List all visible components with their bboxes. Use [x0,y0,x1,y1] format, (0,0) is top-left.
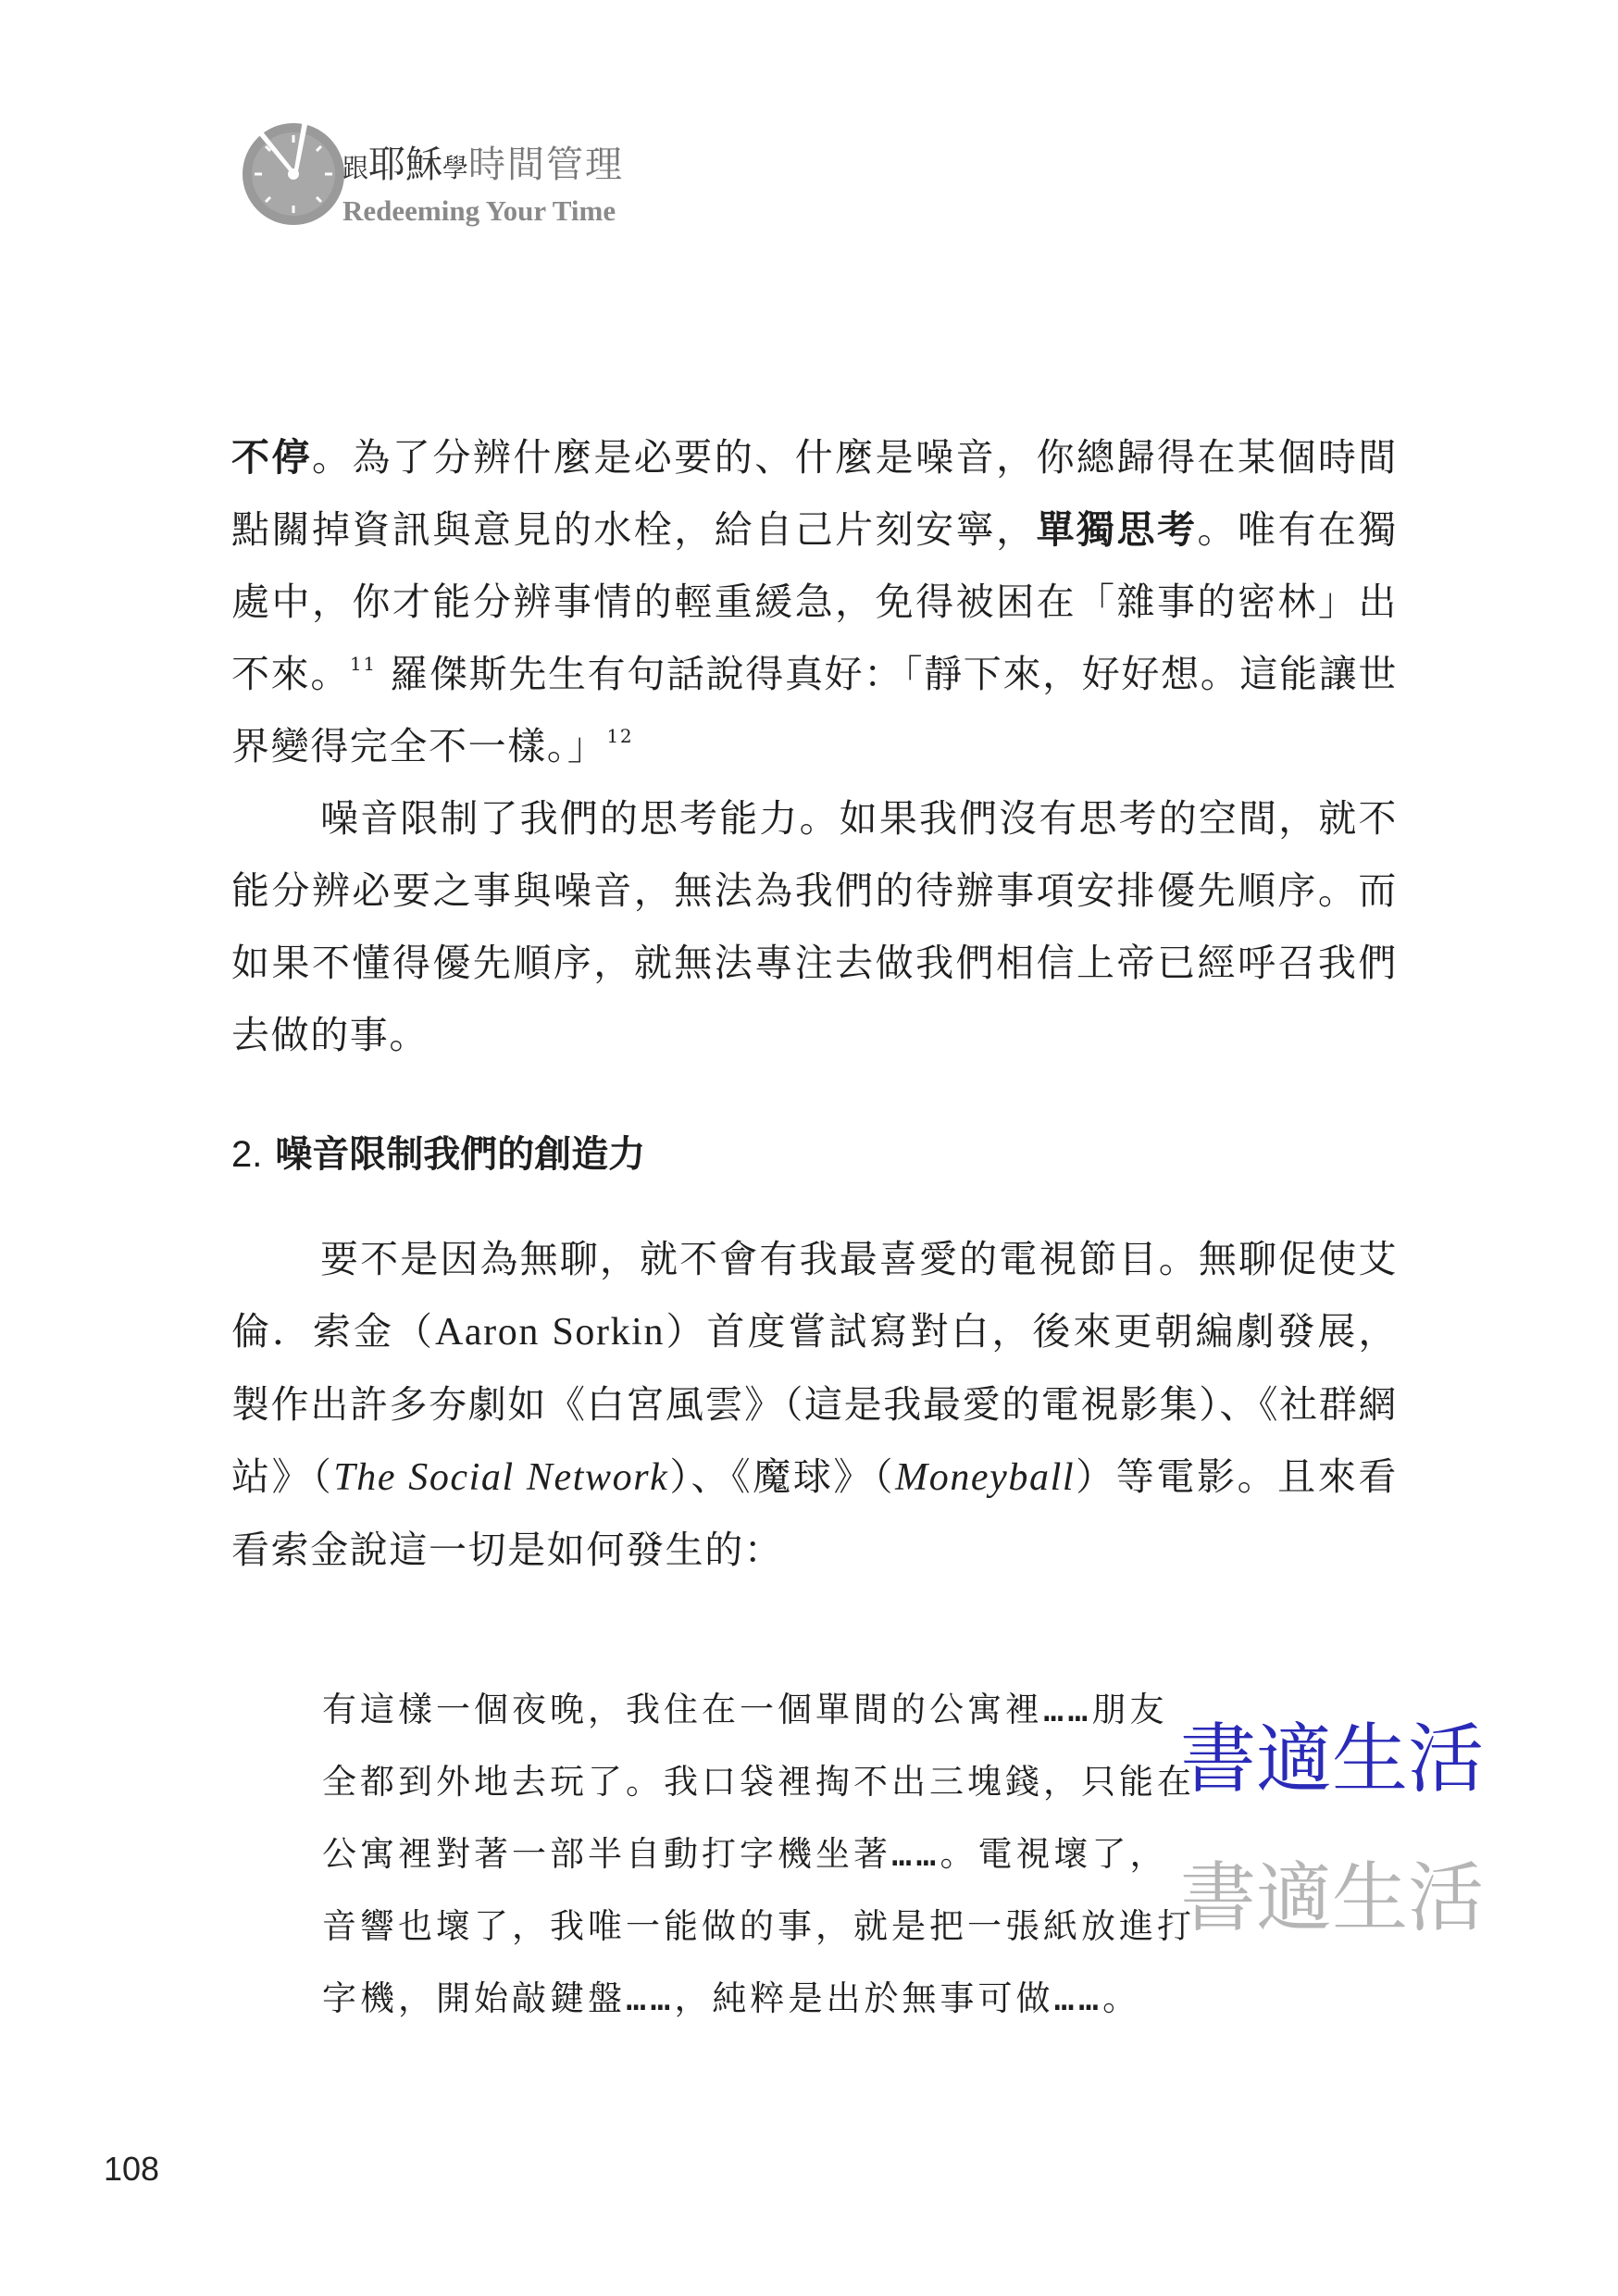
clock-icon [236,102,356,231]
block-quote [322,1674,1322,2035]
quote-line: 音響也壞了，我唯一能做的事，就是把一張紙放進打 [322,1906,1195,1946]
page-number: 108 [104,2150,160,2188]
book-title: 跟耶穌學時間管理 [342,144,625,186]
body-text [231,421,1398,1586]
paragraph-3: 要不是因為無聊，就不會有我最喜愛的電視節目。無聊促使艾倫．索金（Aaron Sorkin）首度嘗試寫對白，後來更朝編劇發展，製作出許多夯劇如《白宮風雲》（這是我最愛的電視影集）、《社群網站》（The Social Network）、《魔球》（Moneyball）等電影。且來看看索金說這一切是如何發生的： [231,1237,1398,1572]
quote-line: 有這樣一個夜晚，我住在一個單間的公寓裡……朋友 [322,1690,1168,1729]
paragraph-1: 不停。為了分辨什麼是必要的、什麼是噪音，你總歸得在某個時間點關掉資訊與意見的水栓，給自己片刻安寧，單獨思考。唯有在獨處中，你才能分辨事情的輕重緩急，免得被困在「雜事的密林」出不來。$^{11}$ 羅傑斯先生有句話說得真好：「靜下來，好好想。這能讓世界變得完全不一樣。」$^{12}$ [231,435,1399,768]
quote-line: 字機，開始敲鍵盤……，純粹是出於無事可做……。 [322,1978,1141,2018]
section-heading: 2. 噪音限制我們的創造力 [231,1133,646,1176]
paragraph-2: 噪音限制了我們的思考能力。如果我們沒有思考的空間，就不能分辨必要之事與噪音，無法為我們的待辦事項安排優先順序。而如果不懂得優先順序，就無法專注去做我們相信上帝已經呼召我們去做的事。 [231,796,1398,1057]
book-subtitle: Redeeming Your Time [342,194,616,227]
watermark-blue: 書適生活 [1180,1716,1485,1803]
quote-line: 全都到外地去玩了。我口袋裡掏不出三塊錢，只能在 [322,1762,1195,1802]
watermark-gray: 書適生活 [1180,1854,1485,1942]
running-header [236,102,884,241]
footnote-ref[interactable]: 11 [350,653,377,675]
quote-line: 公寓裡對著一部半自動打字機坐著……。電視壞了， [322,1834,1168,1874]
footnote-ref[interactable]: 12 [606,725,634,747]
